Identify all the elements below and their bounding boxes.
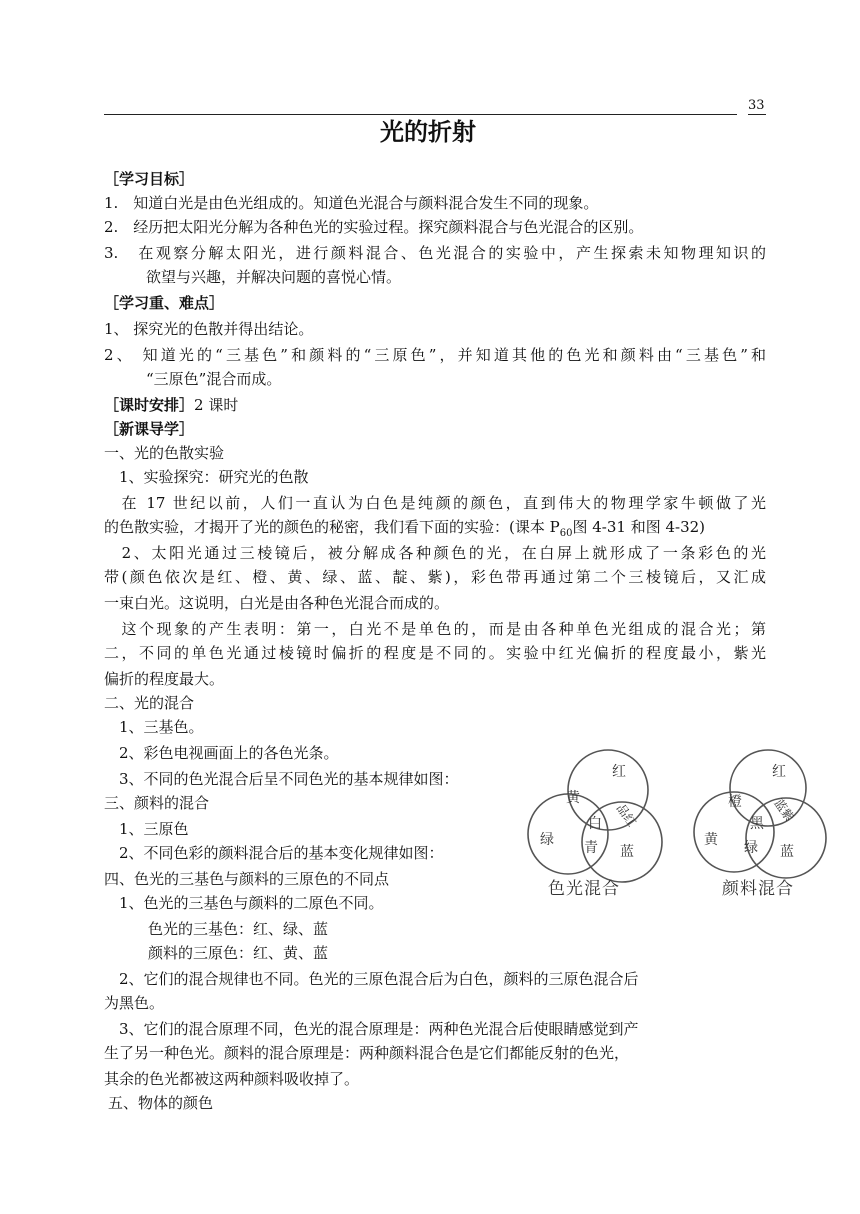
schedule-value: 2 课时 xyxy=(194,396,239,414)
body-line: 生了另一种色光。颜料的混合原理是：两种颜料混合色是它们都能反射的色光， xyxy=(104,1044,630,1062)
lesson-heading: ［新课导学］ xyxy=(104,420,195,438)
pigment-mixing-diagram xyxy=(688,748,838,902)
body-line: 带(颜色依次是红、橙、黄、绿、蓝、靛、紫)，彩色带再通过第二个三棱镜后，又汇成 xyxy=(104,568,766,586)
body-line: 一束白光。这说明，白光是由各种色光混合而成的。 xyxy=(104,594,450,612)
body-line xyxy=(104,516,705,545)
light-mixing-diagram xyxy=(520,748,670,902)
light-label-magenta: 品红 xyxy=(613,801,639,830)
section-heading: 三、颜料的混合 xyxy=(104,794,210,812)
page-subscript: 60 xyxy=(559,528,573,539)
body-line: 1、色光的三基色与颜料的二原色不同。 xyxy=(104,894,384,912)
schedule-line xyxy=(104,394,238,416)
page-number-underline xyxy=(748,114,766,115)
goal-line: 2. 经历把太阳光分解为各种色光的实验过程。探究颜料混合与色光混合的区别。 xyxy=(104,218,644,236)
body-line: 在 17 世纪以前，人们一直认为白色是纯颜的颜色，直到伟大的物理学家牛顿做了光 xyxy=(104,494,766,512)
light-label-yellow: 黄 xyxy=(566,790,580,806)
body-line: 偏折的程度最大。 xyxy=(104,670,225,688)
schedule-label: ［课时安排］ xyxy=(104,396,195,414)
pigment-label-red: 红 xyxy=(772,764,786,780)
goal-line: 1. 知道白光是由色光组成的。知道色光混合与颜料混合发生不同的现象。 xyxy=(104,194,599,212)
goals-heading: ［学习目标］ xyxy=(104,170,195,188)
page-number: 33 xyxy=(748,98,765,113)
body-line: 这个现象的产生表明：第一，白光不是单色的，而是由各种单色光组成的混合光；第 xyxy=(104,620,766,638)
light-label-cyan: 青 xyxy=(584,840,598,856)
body-line: 其余的色光都被这两种颜料吸收掉了。 xyxy=(104,1070,360,1088)
light-label-white: 白 xyxy=(588,816,602,832)
goal-line: 3. 在观察分解太阳光，进行颜料混合、色光混合的实验中，产生探索未知物理知识的 xyxy=(104,244,766,262)
pigment-label-green: 绿 xyxy=(744,840,758,856)
body-line: 3、它们的混合原理不同，色光的混合原理是：两种色光混合后使眼睛感觉到产 xyxy=(104,1020,639,1038)
section-heading: 一、光的色散实验 xyxy=(104,444,225,462)
light-label-blue: 蓝 xyxy=(620,844,634,860)
pigment-label-orange: 橙 xyxy=(728,794,742,810)
body-line: 2、太阳光通过三棱镜后，被分解成各种颜色的光，在白屏上就形成了一条彩色的光 xyxy=(104,544,766,562)
body-line: 2、不同色彩的颜料混合后的基本变化规律如图： xyxy=(104,844,444,862)
body-text: 的色散实验，才揭开了光的颜色的秘密，我们看下面的实验：(课本 P xyxy=(104,518,560,536)
body-line: 3、不同的色光混合后呈不同色光的基本规律如图： xyxy=(104,770,459,788)
body-line: 色光的三基色：红、绿、蓝 xyxy=(148,920,329,938)
key-line: “三原色”混合而成。 xyxy=(146,370,282,388)
section-heading: 五、物体的颜色 xyxy=(108,1094,214,1112)
light-label-red: 红 xyxy=(612,764,626,780)
key-heading: ［学习重、难点］ xyxy=(104,294,225,312)
key-line: 2、 知道光的“三基色”和颜料的“三原色”，并知道其他的色光和颜料由“三基色”和 xyxy=(104,346,766,364)
body-line: 2、彩色电视画面上的各色光条。 xyxy=(104,744,339,762)
key-line: 1、 探究光的色散并得出结论。 xyxy=(104,320,314,338)
body-line: 1、三原色 xyxy=(104,820,189,838)
light-mixing-caption: 色光混合 xyxy=(548,879,620,899)
body-line: 1、三基色。 xyxy=(104,718,204,736)
pigment-label-black: 黑 xyxy=(750,816,764,832)
page-title: 光的折射 xyxy=(380,118,476,146)
body-line: 2、它们的混合规律也不同。色光的三原色混合后为白色，颜料的三原色混合后 xyxy=(104,970,639,988)
section-heading: 四、色光的三基色与颜料的三原色的不同点 xyxy=(104,870,390,888)
pigment-mixing-caption: 颜料混合 xyxy=(722,879,794,899)
pigment-label-yellow: 黄 xyxy=(704,832,718,848)
body-text: 图 4-31 和图 4-32) xyxy=(572,518,706,536)
body-line: 颜料的三原色：红、黄、蓝 xyxy=(148,944,329,962)
pigment-label-purple: 蓝紫 xyxy=(771,796,797,824)
body-line: 二，不同的单色光通过棱镜时偏折的程度是不同的。实验中红光偏折的程度最小，紫光 xyxy=(104,644,766,662)
light-label-green: 绿 xyxy=(540,832,554,848)
goal-line: 欲望与兴趣，并解决问题的喜悦心情。 xyxy=(146,268,402,286)
pigment-label-blue: 蓝 xyxy=(780,844,794,860)
section-heading: 二、光的混合 xyxy=(104,694,195,712)
body-line: 1、实验探究：研究光的色散 xyxy=(104,468,309,486)
body-line: 为黑色。 xyxy=(104,994,165,1012)
